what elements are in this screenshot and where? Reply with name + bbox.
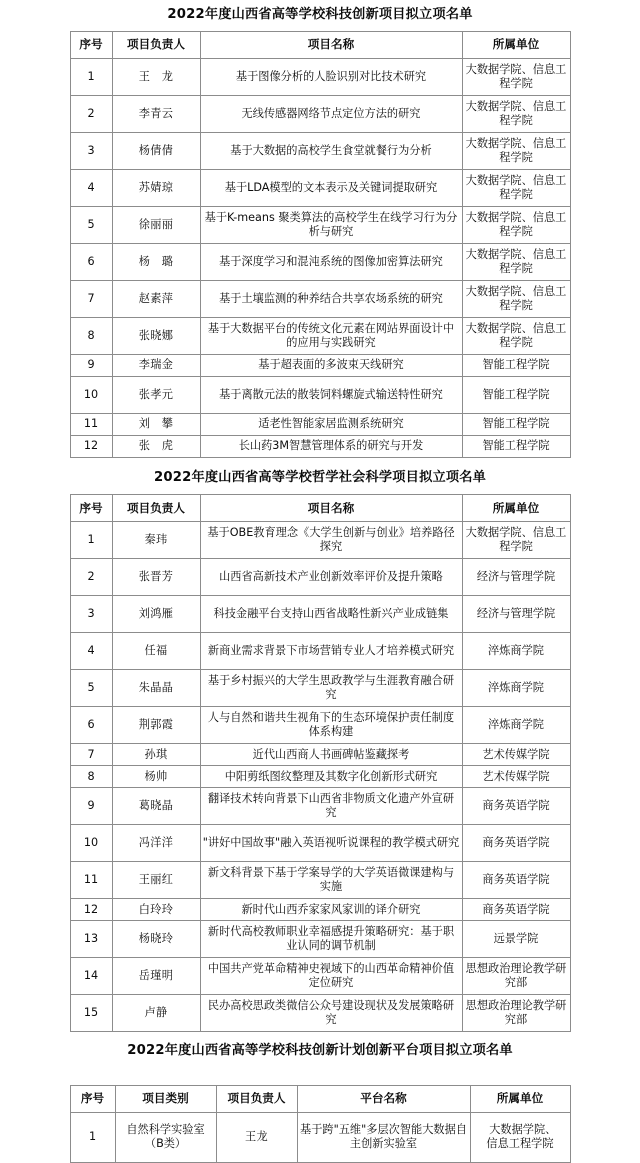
column-header-unit: 所属单位	[462, 495, 570, 522]
cell-unit: 智能工程学院	[462, 435, 570, 457]
table-row	[70, 376, 570, 413]
cell-leader: 冯洋洋	[112, 825, 200, 862]
cell-leader: 杨倩倩	[112, 132, 200, 169]
cell-unit: 大数据学院、信息工程学院	[462, 58, 570, 95]
cell-unit: 淬炼商学院	[462, 633, 570, 670]
table-row	[70, 317, 570, 354]
cell-leader: 张孝元	[112, 376, 200, 413]
cell-platform-name: 基于跨"五维"多层次智能大数据自主创新实验室	[297, 1112, 470, 1162]
column-header-unit: 所属单位	[470, 1085, 570, 1112]
cell-unit: 商务英语学院	[462, 899, 570, 921]
column-header-seq: 序号	[70, 1085, 115, 1112]
cell-unit: 商务英语学院	[462, 788, 570, 825]
cell-seq: 5	[70, 206, 112, 243]
cell-unit: 远景学院	[462, 921, 570, 958]
cell-leader: 苏婧琼	[112, 169, 200, 206]
cell-unit: 大数据学院、信息工程学院	[462, 95, 570, 132]
column-header-category: 项目类别	[115, 1085, 216, 1112]
table-header-row	[70, 495, 570, 522]
cell-seq: 11	[70, 413, 112, 435]
table-row	[70, 825, 570, 862]
table-row	[70, 280, 570, 317]
cell-leader: 赵素萍	[112, 280, 200, 317]
cell-seq: 4	[70, 633, 112, 670]
cell-seq: 1	[70, 522, 112, 559]
cell-unit: 淬炼商学院	[462, 670, 570, 707]
cell-seq: 6	[70, 243, 112, 280]
cell-project-name: 新文科背景下基于学案导学的大学英语微课建构与实施	[200, 862, 462, 899]
cell-project-name: 山西省高新技术产业创新效率评价及提升策略	[200, 559, 462, 596]
cell-seq: 6	[70, 707, 112, 744]
section-title-philosophy-social-science: 2022年度山西省高等学校哲学社会科学项目拟立项名单	[153, 469, 487, 485]
cell-seq: 7	[70, 280, 112, 317]
cell-unit: 大数据学院、信息工程学院	[462, 169, 570, 206]
cell-project-name: 人与自然和谐共生视角下的生态环境保护责任制度体系构建	[200, 707, 462, 744]
cell-project-name: 基于大数据的高校学生食堂就餐行为分析	[200, 132, 462, 169]
cell-project-name: 无线传感器网络节点定位方法的研究	[200, 95, 462, 132]
cell-unit: 智能工程学院	[462, 413, 570, 435]
cell-unit: 思想政治理论教学研究部	[462, 958, 570, 995]
cell-leader: 李青云	[112, 95, 200, 132]
cell-unit: 艺术传媒学院	[462, 744, 570, 766]
cell-unit: 商务英语学院	[462, 825, 570, 862]
cell-unit: 经济与管理学院	[462, 559, 570, 596]
cell-seq: 8	[70, 317, 112, 354]
cell-project-name: 长山药3M智慧管理体系的研究与开发	[200, 435, 462, 457]
column-header-unit: 所属单位	[462, 31, 570, 58]
cell-unit: 大数据学院、信息工程学院	[462, 206, 570, 243]
table-row	[70, 596, 570, 633]
table-row	[70, 766, 570, 788]
table-row	[70, 995, 570, 1032]
cell-leader: 刘鸿雁	[112, 596, 200, 633]
cell-unit: 艺术传媒学院	[462, 766, 570, 788]
cell-seq: 10	[70, 825, 112, 862]
cell-project-name: "讲好中国故事"融入英语视听说课程的教学模式研究	[200, 825, 462, 862]
cell-leader: 秦玮	[112, 522, 200, 559]
table-row	[70, 958, 570, 995]
cell-leader: 卢静	[112, 995, 200, 1032]
cell-leader: 葛晓晶	[112, 788, 200, 825]
table-row	[70, 413, 570, 435]
cell-category: 自然科学实验室（B类）	[115, 1112, 216, 1162]
table-row	[70, 1112, 570, 1162]
column-header-project-name: 项目名称	[200, 31, 462, 58]
cell-leader: 孙琪	[112, 744, 200, 766]
table-row	[70, 169, 570, 206]
cell-seq: 9	[70, 354, 112, 376]
cell-seq: 3	[70, 596, 112, 633]
column-header-leader: 项目负责人	[216, 1085, 297, 1112]
cell-project-name: 民办高校思政类微信公众号建设现状及发展策略研究	[200, 995, 462, 1032]
table-row	[70, 633, 570, 670]
cell-unit: 大数据学院、信息工程学院	[462, 522, 570, 559]
cell-leader: 刘 攀	[112, 413, 200, 435]
table-row	[70, 58, 570, 95]
table-row	[70, 435, 570, 457]
table-row	[70, 559, 570, 596]
column-header-leader: 项目负责人	[112, 495, 200, 522]
cell-seq: 2	[70, 559, 112, 596]
cell-leader: 徐丽丽	[112, 206, 200, 243]
cell-seq: 5	[70, 670, 112, 707]
cell-unit: 智能工程学院	[462, 376, 570, 413]
column-header-leader: 项目负责人	[112, 31, 200, 58]
cell-seq: 7	[70, 744, 112, 766]
cell-leader: 王丽红	[112, 862, 200, 899]
cell-leader: 杨 璐	[112, 243, 200, 280]
cell-leader: 任福	[112, 633, 200, 670]
table-science-tech-innovation	[70, 31, 571, 458]
cell-project-name: 科技金融平台支持山西省战略性新兴产业成链集	[200, 596, 462, 633]
cell-seq: 8	[70, 766, 112, 788]
cell-unit: 大数据学院、信息工程学院	[462, 243, 570, 280]
cell-leader: 朱晶晶	[112, 670, 200, 707]
cell-seq: 3	[70, 132, 112, 169]
cell-project-name: 基于大数据平台的传统文化元素在网站界面设计中的应用与实践研究	[200, 317, 462, 354]
cell-unit: 大数据学院、信息工程学院	[462, 132, 570, 169]
cell-leader: 张晓娜	[112, 317, 200, 354]
table-row	[70, 132, 570, 169]
column-header-seq: 序号	[70, 31, 112, 58]
cell-project-name: 适老性智能家居监测系统研究	[200, 413, 462, 435]
cell-project-name: 近代山西商人书画碑帖鉴藏探考	[200, 744, 462, 766]
cell-leader: 岳瑾明	[112, 958, 200, 995]
cell-leader: 王龙	[216, 1112, 297, 1162]
table-row	[70, 899, 570, 921]
cell-unit: 大数据学院、 信息工程学院	[470, 1112, 570, 1162]
cell-unit: 思想政治理论教学研究部	[462, 995, 570, 1032]
cell-project-name: 基于乡村振兴的大学生思政教学与生涯教育融合研究	[200, 670, 462, 707]
cell-project-name: 新商业需求背景下市场营销专业人才培养模式研究	[200, 633, 462, 670]
cell-leader: 李瑞金	[112, 354, 200, 376]
cell-project-name: 基于离散元法的散装饲料螺旋式输送特性研究	[200, 376, 462, 413]
cell-unit: 大数据学院、信息工程学院	[462, 317, 570, 354]
cell-unit: 商务英语学院	[462, 862, 570, 899]
cell-project-name: 基于图像分析的人脸识别对比技术研究	[200, 58, 462, 95]
cell-leader: 白玲玲	[112, 899, 200, 921]
cell-project-name: 新时代山西乔家家风家训的译介研究	[200, 899, 462, 921]
cell-unit: 淬炼商学院	[462, 707, 570, 744]
cell-unit: 大数据学院、信息工程学院	[462, 280, 570, 317]
cell-seq: 10	[70, 376, 112, 413]
table-header-row	[70, 31, 570, 58]
table-row	[70, 707, 570, 744]
cell-seq: 13	[70, 921, 112, 958]
table-row	[70, 354, 570, 376]
cell-project-name: 基于深度学习和混沌系统的图像加密算法研究	[200, 243, 462, 280]
cell-seq: 11	[70, 862, 112, 899]
cell-seq: 12	[70, 899, 112, 921]
column-header-platform-name: 平台名称	[297, 1085, 470, 1112]
table-row	[70, 921, 570, 958]
cell-project-name: 中国共产党革命精神史视域下的山西革命精神价值定位研究	[200, 958, 462, 995]
column-header-project-name: 项目名称	[200, 495, 462, 522]
cell-seq: 4	[70, 169, 112, 206]
cell-unit: 经济与管理学院	[462, 596, 570, 633]
section-title-science-tech-innovation: 2022年度山西省高等学校科技创新项目拟立项名单	[167, 7, 473, 22]
cell-seq: 1	[70, 58, 112, 95]
cell-seq: 15	[70, 995, 112, 1032]
table-row	[70, 206, 570, 243]
cell-project-name: 翻译技术转向背景下山西省非物质文化遗产外宣研究	[200, 788, 462, 825]
cell-unit: 智能工程学院	[462, 354, 570, 376]
table-row	[70, 862, 570, 899]
cell-seq: 14	[70, 958, 112, 995]
table-header-row	[70, 1085, 570, 1112]
cell-project-name: 基于OBE教育理念《大学生创新与创业》培养路径探究	[200, 522, 462, 559]
cell-project-name: 基于LDA模型的文本表示及关键词提取研究	[200, 169, 462, 206]
cell-project-name: 中阳剪纸图纹整理及其数字化创新形式研究	[200, 766, 462, 788]
table-row	[70, 95, 570, 132]
cell-leader: 荆郭霞	[112, 707, 200, 744]
cell-project-name: 基于土壤监测的种养结合共享农场系统的研究	[200, 280, 462, 317]
table-row	[70, 744, 570, 766]
cell-leader: 杨帅	[112, 766, 200, 788]
cell-project-name: 基于K-means 聚类算法的高校学生在线学习行为分析与研究	[200, 206, 462, 243]
cell-seq: 12	[70, 435, 112, 457]
cell-leader: 王 龙	[112, 58, 200, 95]
table-innovation-platform	[70, 1085, 574, 1163]
cell-seq: 9	[70, 788, 112, 825]
document-page	[0, 7, 640, 1151]
section-title-innovation-platform: 2022年度山西省高等学校科技创新计划创新平台项目拟立项名单	[127, 1043, 513, 1059]
table-row	[70, 670, 570, 707]
table-philosophy-social-science	[70, 494, 571, 1032]
table-row	[70, 788, 570, 825]
cell-leader: 张晋芳	[112, 559, 200, 596]
column-header-seq: 序号	[70, 495, 112, 522]
cell-leader: 张 虎	[112, 435, 200, 457]
cell-seq: 2	[70, 95, 112, 132]
cell-project-name: 新时代高校教师职业幸福感提升策略研究：基于职业认同的调节机制	[200, 921, 462, 958]
cell-project-name: 基于超表面的多波束天线研究	[200, 354, 462, 376]
table-row	[70, 522, 570, 559]
cell-seq: 1	[70, 1112, 115, 1162]
cell-leader: 杨晓玲	[112, 921, 200, 958]
table-row	[70, 243, 570, 280]
